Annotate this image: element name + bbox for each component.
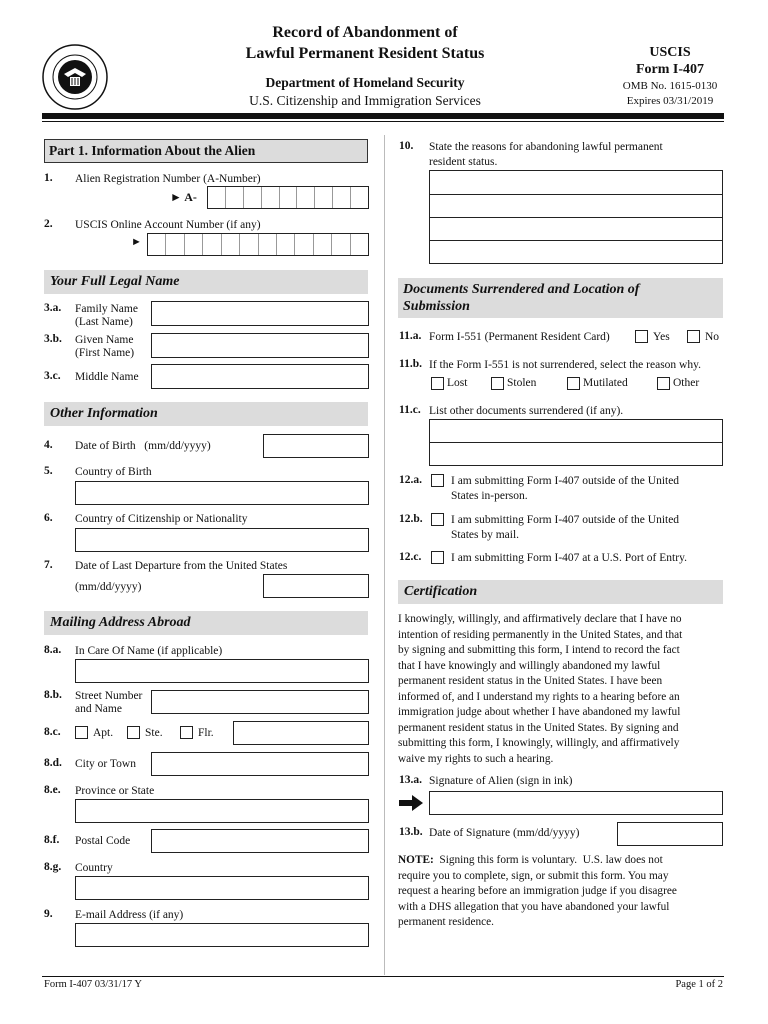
- q11c-label: List other documents surrendered (if any).: [429, 405, 624, 417]
- stolen-label: Stolen: [507, 377, 537, 389]
- mutilated-checkbox[interactable]: [567, 377, 580, 390]
- q12c-number: 12.c.: [399, 551, 422, 563]
- q4-number: 4.: [44, 439, 53, 451]
- country-of-birth-input[interactable]: [75, 481, 369, 505]
- form-title-line2: Lawful Permanent Resident Status: [245, 45, 485, 62]
- q11a-number: 11.a.: [399, 330, 422, 342]
- q10-label1: State the reasons for abandoning lawful permanent: [429, 141, 663, 153]
- email-input[interactable]: [75, 923, 369, 947]
- part1-header: Part 1. Information About the Alien: [44, 139, 368, 163]
- q8d-number: 8.d.: [44, 757, 62, 769]
- q8c-number: 8.c.: [44, 726, 61, 738]
- country-input[interactable]: [75, 876, 369, 900]
- q12b-label2: States by mail.: [451, 529, 520, 541]
- cert-line: immigration judge about whether I have abandoned my lawful: [398, 706, 681, 718]
- q12a-label1: I am submitting Form I-407 outside of the United: [451, 475, 680, 487]
- by-mail-checkbox[interactable]: [431, 513, 444, 526]
- cert-line: permanent resident status in the United States. I have been: [398, 675, 663, 687]
- signature-date-input[interactable]: [617, 822, 723, 846]
- note-line: [398, 853, 724, 869]
- q8f-label: Postal Code: [75, 835, 131, 847]
- certification-header: Certification: [398, 580, 723, 604]
- q8b-label1: Street Number: [75, 690, 143, 702]
- no-label: No: [705, 331, 720, 343]
- full-name-header: Your Full Legal Name: [44, 270, 368, 294]
- city-input[interactable]: [151, 752, 369, 776]
- lost-checkbox[interactable]: [431, 377, 444, 390]
- q13a-label: Signature of Alien (sign in ink): [429, 775, 573, 787]
- street-input[interactable]: [151, 690, 369, 714]
- q10-number: 10.: [399, 140, 414, 152]
- q1-number: 1.: [44, 172, 53, 184]
- other-checkbox[interactable]: [657, 377, 670, 390]
- q12a-number: 12.a.: [399, 474, 422, 486]
- other-info-header: Other Information: [44, 402, 368, 426]
- documents-header: [398, 278, 723, 318]
- q7-label2: (mm/dd/yyyy): [75, 581, 142, 593]
- q2-prefix: ►: [131, 236, 142, 248]
- q13b-label: Date of Signature (mm/dd/yyyy): [429, 827, 580, 839]
- date-of-birth-input[interactable]: [263, 434, 369, 458]
- footer-page-number: Page 1 of 2: [675, 979, 723, 990]
- reasons-line: [430, 240, 722, 241]
- citizenship-input[interactable]: [75, 528, 369, 552]
- q2-label: USCIS Online Account Number (if any): [75, 219, 261, 231]
- mailing-address-header: Mailing Address Abroad: [44, 611, 368, 635]
- dhs-seal: [42, 44, 108, 110]
- header-divider-thin: [42, 121, 724, 122]
- q7-number: 7.: [44, 559, 53, 571]
- flr-checkbox[interactable]: [180, 726, 193, 739]
- reasons-line: [430, 194, 722, 195]
- q3c-label: Middle Name: [75, 371, 139, 383]
- q3b-number: 3.b.: [44, 333, 62, 345]
- q12b-label1: I am submitting Form I-407 outside of the United: [451, 514, 680, 526]
- q9-label: E-mail Address (if any): [75, 909, 184, 921]
- no-checkbox[interactable]: [687, 330, 700, 343]
- form-title-line1: Record of Abandonment of: [272, 24, 458, 41]
- uscis-account-input[interactable]: [147, 233, 369, 256]
- sign-arrow-icon: [399, 795, 423, 814]
- note-line: with a DHS allegation that you have abandoned your lawful: [398, 900, 670, 913]
- apt-checkbox[interactable]: [75, 726, 88, 739]
- omb-number: OMB No. 1615-0130: [622, 80, 718, 92]
- departure-date-input[interactable]: [263, 574, 369, 598]
- a-number-input[interactable]: [207, 186, 369, 209]
- yes-label: Yes: [653, 331, 670, 343]
- q3b-label2: (First Name): [75, 347, 135, 359]
- certification-text: [398, 612, 724, 767]
- q8b-label2: and Name: [75, 703, 122, 715]
- uscis-label: USCIS: [649, 45, 691, 60]
- cert-line: informed of, and I understand my rights to a hearing before an: [398, 690, 680, 703]
- in-person-checkbox[interactable]: [431, 474, 444, 487]
- port-of-entry-checkbox[interactable]: [431, 551, 444, 564]
- q12c-label: I am submitting Form I-407 at a U.S. Port of Entry.: [451, 552, 687, 564]
- province-input[interactable]: [75, 799, 369, 823]
- agency-name: U.S. Citizenship and Immigration Services: [249, 93, 481, 108]
- flr-label: Flr.: [198, 727, 214, 739]
- cert-line: I knowingly, willingly, and affirmatively declare that I have no: [398, 613, 682, 625]
- q8a-label: In Care Of Name (if applicable): [75, 645, 223, 657]
- q3a-label1: Family Name: [75, 303, 138, 315]
- yes-checkbox[interactable]: [635, 330, 648, 343]
- form-number: Form I-407: [635, 62, 705, 77]
- q11c-number: 11.c.: [399, 404, 421, 416]
- expiration-date: Expires 03/31/2019: [626, 95, 714, 107]
- care-of-name-input[interactable]: [75, 659, 369, 683]
- note-line: request a hearing before an immigration judge if you disagree: [398, 885, 677, 897]
- q5-number: 5.: [44, 465, 53, 477]
- q7-label1: Date of Last Departure from the United States: [75, 560, 288, 572]
- lost-label: Lost: [447, 377, 468, 389]
- other-documents-input[interactable]: [429, 419, 723, 466]
- mutilated-label: Mutilated: [583, 377, 628, 389]
- footer-rule: [42, 976, 724, 977]
- q1-label: Alien Registration Number (A-Number): [75, 173, 261, 185]
- middle-name-input[interactable]: [151, 364, 369, 389]
- q3a-number: 3.a.: [44, 302, 62, 314]
- q3a-label2: (Last Name): [75, 316, 133, 328]
- note-line: require you to complete, sign, or submit this form. You may: [398, 869, 669, 882]
- apt-label: Apt.: [93, 727, 114, 739]
- cert-line: that I have knowingly and willingly abandoned my lawful: [398, 659, 661, 672]
- q2-number: 2.: [44, 218, 53, 230]
- ste-label: Ste.: [145, 727, 163, 739]
- q3b-label1: Given Name: [75, 334, 134, 346]
- cert-line: intention of residing permanently in the United States, and that: [398, 628, 683, 641]
- q11a-label: Form I-551 (Permanent Resident Card): [429, 331, 610, 343]
- note-label: NOTE:: [398, 854, 434, 866]
- q9-number: 9.: [44, 908, 53, 920]
- note-line: permanent residence.: [398, 916, 494, 928]
- q5-label: Country of Birth: [75, 466, 152, 478]
- cert-line: waive my rights to such a hearing.: [398, 752, 554, 765]
- q11b-label: If the Form I-551 is not surrendered, select the reason why.: [429, 359, 701, 371]
- cert-line: permanent resident status in the United States. By signing and: [398, 721, 679, 734]
- q8a-number: 8.a.: [44, 644, 62, 656]
- ste-checkbox[interactable]: [127, 726, 140, 739]
- other-documents-line: [430, 442, 722, 443]
- q8f-number: 8.f.: [44, 834, 60, 846]
- q10-label2: resident status.: [429, 156, 498, 168]
- q8g-number: 8.g.: [44, 861, 62, 873]
- q12b-number: 12.b.: [399, 513, 423, 525]
- other-label: Other: [673, 377, 700, 389]
- postal-code-input[interactable]: [151, 829, 369, 853]
- q13a-number: 13.a.: [399, 774, 422, 786]
- q6-label: Country of Citizenship or Nationality: [75, 513, 248, 525]
- q11b-number: 11.b.: [399, 358, 423, 370]
- column-divider: [384, 135, 385, 975]
- footer-form-id: Form I-407 03/31/17 Y: [44, 979, 142, 990]
- q1-prefix: ► A-: [170, 190, 197, 204]
- given-name-input[interactable]: [151, 333, 369, 358]
- q8e-label: Province or State: [75, 785, 155, 797]
- header-divider: [42, 113, 724, 119]
- family-name-input[interactable]: [151, 301, 369, 326]
- q8g-label: Country: [75, 862, 113, 874]
- q3c-number: 3.c.: [44, 370, 61, 382]
- q8e-number: 8.e.: [44, 784, 61, 796]
- unit-number-input[interactable]: [233, 721, 369, 745]
- q4-label: Date of Birth (mm/dd/yyyy): [75, 440, 211, 452]
- documents-header-line1: Documents Surrendered and Location of: [403, 282, 640, 297]
- signature-input[interactable]: [429, 791, 723, 815]
- reasons-input[interactable]: [429, 170, 723, 264]
- q13b-number: 13.b.: [399, 826, 423, 838]
- q8b-number: 8.b.: [44, 689, 62, 701]
- documents-header-line2: Submission: [403, 299, 470, 314]
- q6-number: 6.: [44, 512, 53, 524]
- stolen-checkbox[interactable]: [491, 377, 504, 390]
- note-line-text: Signing this form is voluntary. U.S. law does not: [433, 854, 663, 866]
- department-name: Department of Homeland Security: [265, 75, 465, 90]
- cert-line: by signing and submitting this form, I intend to record the fact: [398, 644, 680, 656]
- note-text: [398, 853, 724, 931]
- q12a-label2: States in-person.: [451, 490, 528, 502]
- reasons-line: [430, 217, 722, 218]
- q8d-label: City or Town: [75, 758, 136, 770]
- cert-line: submitting this form, I knowingly, willingly, and affirmatively: [398, 737, 680, 749]
